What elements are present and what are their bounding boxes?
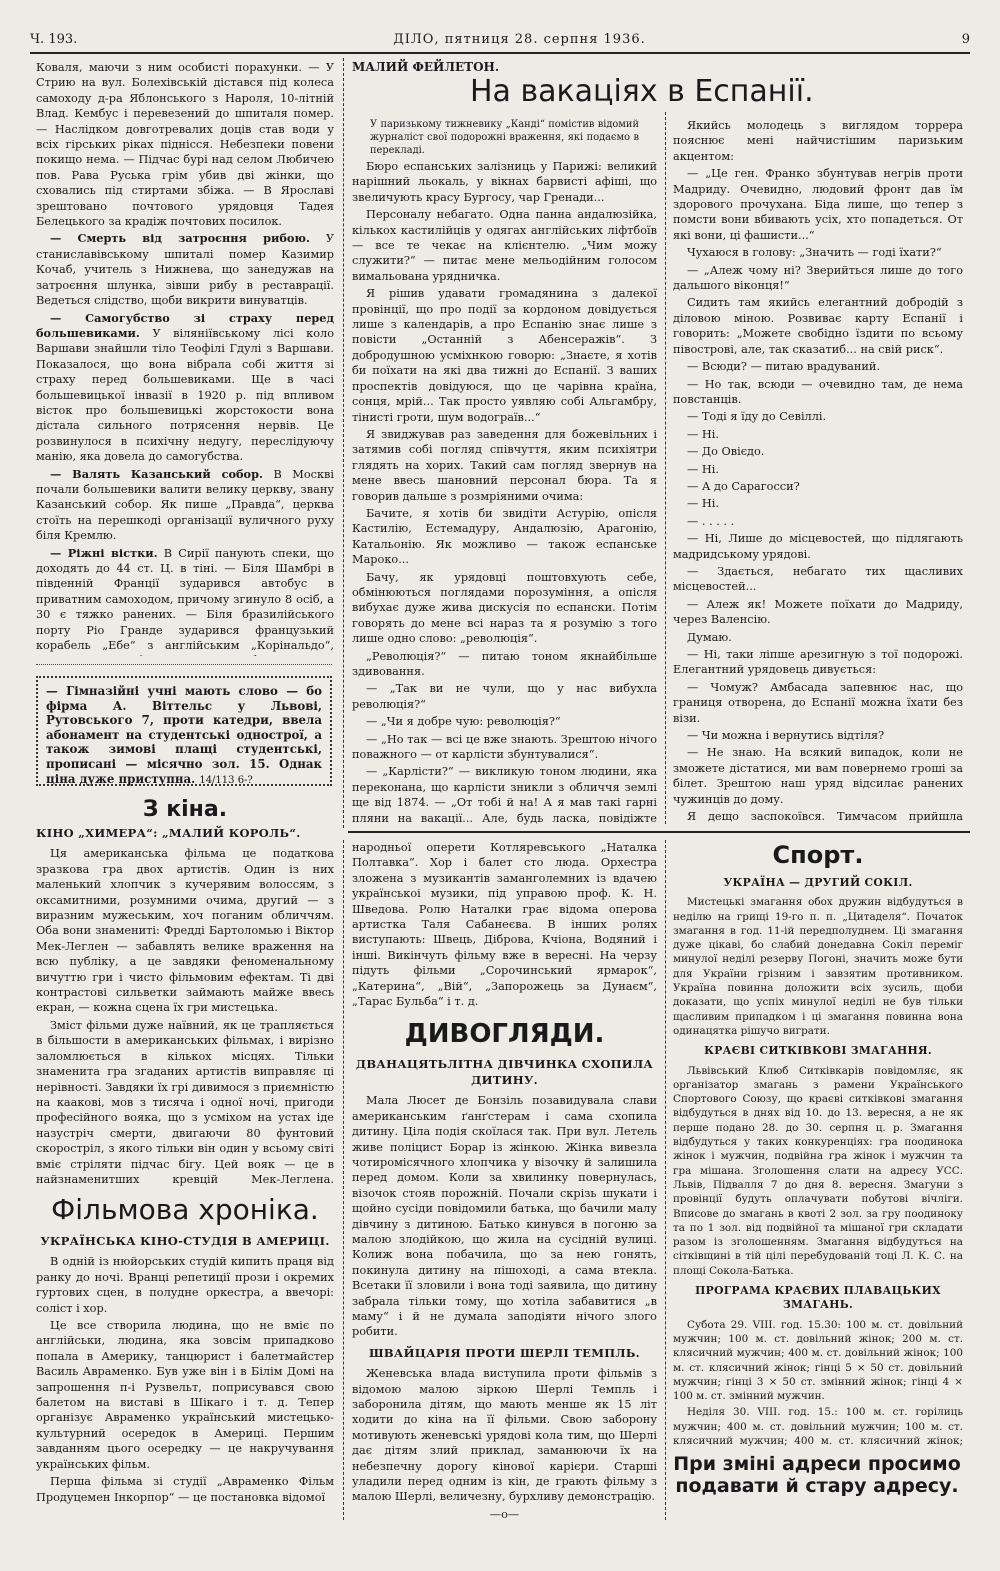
curiosities-subtitle-2: ШВАЙЦАРІЯ ПРОТИ ШЕРЛІ ТЕМПЛЬ. <box>369 1345 640 1360</box>
page-number: 9 <box>961 31 970 47</box>
film-chronicle-paragraph: Перша фільма зі студії „Авраменко Фільм Продуцемен Інкорпор“ — це постановка відомої <box>36 1475 334 1504</box>
ornament-divider <box>36 664 332 665</box>
column-divider-right-lower <box>665 840 666 1520</box>
sport-paragraph: Мистецькі змагання обох дружин відбудуться в неділю на грищі 19-го п. п. „Цитаделя“. Початок змагання в год. 11-ій передполуднем. Ці змагання дуже цікаві, бо слабий донедавна Сокіл переміг минулої неділі резерву Погоні, значить може бути для України грізним і завзятим противником. Україна повинна доложити всіх зусиль, щоби доказати, що успіх минулої неділі не був тільки щасливим припадком і ці змагання повинна вона одинацятка рішучо виграти. <box>673 896 963 1037</box>
feuilleton-paragraph: — Здається, небагато тих щасливих місцевостей... <box>673 564 963 594</box>
section-end-mark: —o— <box>489 1507 520 1520</box>
news-headline: — Ріжні вістки. <box>50 545 158 560</box>
news-paragraph: — Валять Казанський собор. В Москві почали большевики валити велику церкву, звану Казанський собор. Як пише „Правда“, церква стоїть на перешкоді організації вуличного руху біля Кремлю. <box>36 466 334 543</box>
feuilleton-paragraph: — Ні. <box>687 497 719 511</box>
news-headline: — Самогубство зі страху перед большевиками. <box>36 310 334 340</box>
feuilleton-paragraph: Бачу, як урядовці поштовхують себе, обмінюються поглядами порозуміння, а опісля вибухає дуже жива дискусія по еспански. Потім говорять до мене всі нараз та я розумію з того лише одно слово: „революція“. <box>352 570 657 646</box>
address-change-notice: При зміні адреси просимо подавати й стару адресу. <box>673 1453 961 1497</box>
cinema-title: З кіна. <box>142 797 228 822</box>
curiosities-title: ДИВОГЛЯДИ. <box>404 1019 605 1050</box>
feuilleton-paragraph: — „Алеж чому ні? Зверийться лише до того дальшого віконця!“ <box>673 263 963 293</box>
feuilleton-paragraph: — „Це ген. Франко збунтував негрів проти Мадриду. Очевидно, людовий фронт дав їм здорового прочухана. Біда лише, що тепер з помсти вони вбивають усіх, хто попадеться. От які вони, ці фашисти...“ <box>673 167 963 242</box>
page-header <box>30 28 970 50</box>
feuilleton-paragraph: — „Но так — всі це вже знають. Зрештою нічого поважного — от карлісти збунтувалися“. <box>352 732 657 762</box>
feuilleton-paragraph: Чухаюся в голову: „Значить — годі їхати?“ <box>687 246 942 260</box>
feuilleton-paragraph: — Тоді я їду до Севіллі. <box>687 410 827 424</box>
news-paragraph: — Самогубство зі страху перед большевиками. У віляніївському лісі коло Варшави знайшли тіло Теофілі Гдулі з Варшави. Показалося, що вона вібрала собі життя зі страху перед большевиками. Ще в часі большевицької інвазії в 1920 р. під впливом вісток про большевицькі жорстокости вона дістала сильного потрясення нервів. Це розвинулося в психічну недугу, переслідуючу манію, яка довела до самогубства. <box>36 310 334 464</box>
news-paragraph: — Ріжні вістки. В Сирії панують спеки, що доходять до 44 ст. Ц. в тіні. — Біля Шамбрі в південній Франції зударився автобус в приватним самоходом, причому згинуло 8 осіб, а 30 є тяжко ранених. — Біля бразилійського порту Ріо Гранде зударився французький корабель „Ебе“ з англійським „Корінальдо“, <box>36 545 334 653</box>
film-chronicle-subtitle: УКРАЇНСЬКА КІНО-СТУДІЯ В АМЕРИЦІ. <box>40 1234 330 1248</box>
sport-title: Спорт. <box>772 841 864 869</box>
news-headline: — Смерть від затроєння рибою. <box>50 231 310 246</box>
feuilleton-paragraph: — . . . . . <box>687 514 735 528</box>
feuilleton-paragraph: Я рішив удавати громадянина з далекої провінції, що про події за кордоном довідується лише з календарів, а про Еспанію знає лише з повісти „Останній з Абенсеражів“. З добродушною усміхнкою говорю: „Знаєте, я хотів би поїхати на які два тижні до Еспанії. З ваших проспектів довідуюся, що це чарівна країна, сонця, мрій... Так просто уявляю собі Альгамбру, тінисті гроти, шум водограїв...“ <box>352 287 657 424</box>
middle-lower-column <box>352 840 657 1520</box>
sport-paragraph: Львівський Клюб Ситківкарів повідомляє, як організатор змагань з рамени Українського Спортового Союзу, що краєві ситківкові змагання відбудуться в днях від 10. до 13. вересня, а не як перше подано 28. до 30. серпня ц. р. Змагання відбудуться у таких конкуренціях: гра поодинока жінок і мужчин, подвійна гра жінок і мужчин та гра мішана. Зголошення слати на адресу УСС. Львів, Підвалля 7 до дня 8. вересня. Змагуни з провінції будуть оплачувати побутові вічліги. Вписове до змагань в квоті 2 зол. за гру поодиноку та по 1 зол. від подвійної та мішаної гри складати разом із зголошенням. Змагання відбудуться на сітківщині в тій цілі перебудованій тоці Л. К. С. на площі Сокола-Батька. <box>673 1064 963 1277</box>
ad-text: — Гімназійні учні мають слово — бо фірма А. Віттельс у Львові, Рутовського 7, проти катедри, ввела абонамент на студентські однострої, а також зимові плащі студентські, прописані — місячно зол. 15. Однак ціна дуже приступна. <box>46 684 322 786</box>
feuilleton-paragraph: — А до Сарагосси? <box>687 479 800 493</box>
sport-paragraph: Неділя 30. VIII. год. 15.: 100 м. ст. горілиць мужчин; 400 м. ст. довільний мужчин; 100 м. ст. клясичний мужчин; 400 м. ст. клясичний жінок; <box>673 1406 963 1447</box>
curiosities-paragraph: Женевська влада виступила проти фільмів з відомою малою зіркою Шерлі Темпль і заборонила дітям, що мають менше як 15 літ ходити до кіна на її фільми. Свою заборону мотивують женевські урядові кола тим, що Шерлі дає дітям злий приклад, заманюючи їх на небезпечну дорогу кінової карієри. Старші уладили перед одним із кін, де грають фільму з малою Шерлі, величезну, бурхливу демонстрацію. <box>352 1367 657 1504</box>
column-divider-right <box>665 112 666 824</box>
cinema-paragraph: Ця американська фільма це податкова зразкова гра двох артистів. Один із них маленький хлопчик з кучерявим волоссям, з оксамитними, розумними очима, другий — з виразним мужеським, хоч поганим обличчям. Оба вони знамениті: Фредді Бартоломью і Віктор Мек-Леглен — забавлять велике враження на всю публіку, а це завдяки феноменальному вичуттю гри і чисто фільмовим ефектам. Ті дві контрастові сильветки займають майже ввесь екран, — кожна сцена їх гри мистецька. <box>36 847 334 1015</box>
news-headline: — Валять Казанський собор. <box>50 466 263 481</box>
sport-paragraph: Субота 29. VIII. год. 15.30: 100 м. ст. довільний мужчин; 100 м. ст. довільний жінок; 200 м. ст. клясичний мужчин; 400 м. ст. довільний жінок; 100 м. ст. клясичний жінок; гінці 5 × 50 ст. довільний мужчин; гінці 3 × 50 ст. змінний жінок; гінці 4 × 100 м. ст. змінний мужчин. <box>673 1318 963 1403</box>
curiosities-subtitle: ДВАНАЦЯТЬЛІТНА ДІВЧИНКА СХОПИЛА ДИТИНУ. <box>355 1057 654 1087</box>
feuilleton-paragraph: — Ні, Лише до місцевостей, що підлягають мадридському урядові. <box>673 532 963 561</box>
sport-subtitle-2: КРАЄВІ СИТКІВКОВІ ЗМАГАННЯ. <box>704 1044 932 1058</box>
cinema-subtitle: КІНО „ХИМЕРА“: „МАЛИЙ КОРОЛЬ“. <box>36 826 301 840</box>
news-column <box>36 60 334 656</box>
feuilleton-paragraph: Я дещо заспокоївся. Тимчасом прийшла <box>687 810 963 824</box>
feuilleton-paragraph: Персоналу небагато. Одна панна андалюзійка, кількох кастилійців у одягах англійських ліфтбоїв — все те чекає на клієнтелю. „Чим можу служити?“ — питає мене мельодійним голосом вимальована урядничка. <box>352 208 657 283</box>
feuilleton-paragraph: — Но так, всюди — очевидно там, де нема повстанців. <box>673 377 963 406</box>
feuilleton-column-1 <box>352 118 657 826</box>
feuilleton-paragraph: Сидить там якийсь елегантний добродій з діловою міною. Розвиває карту Еспанії і говорить: „Можете свобідно їздити по всьому півострові, але, так сказатиб... на свій риск“. <box>673 296 963 356</box>
opera-paragraph: народньої оперети Котляревського „Наталка Полтавка“. Хор і балет сто люда. Орхестра зложена з музикантів заманголемних із вдачею українськоі музики, під управою проф. К. Н. Шведова. Ролю Наталки грає відома оперова артистка Таля Сабанеєва. В інших ролях виступають: Швець, Діброва, Кчіона, Водяний і інші. Викінчуть фільму вже в вересні. На черзу підуть фільми „Сорочинський ярмарок“, „Катерина“, „Вій“, „Запорожець за Дунаєм“, „Тарас Бульба“ і т. д. <box>352 841 657 1009</box>
news-paragraph: — Смерть від затроєння рибою. У станиславівському шпиталі помер Казимир Кочаб, учитель з Нижнева, що занедужав на затроєння шлунка, зівши рибу в реставрації. Ведеться слідство, щоби викрити винуватців. <box>36 231 334 308</box>
film-chronicle-paragraph: В одній із нюйорських студій кипить праця від ранку до ночі. Вранці репетиції прози і окремих гуртових сцен, в полудне оркестра, а ввечорі: соліст і хор. <box>36 1255 334 1315</box>
feuilleton-paragraph: — Ні. <box>687 427 719 441</box>
feuilleton-paragraph: — Чи можна і вернутись відтіля? <box>687 729 885 743</box>
cinema-paragraph: Зміст фільми дуже наївний, як це трапляється в більшости в американських фільмах, і вирізно заломлюється в кількох місцях. Тільки знаменита гра згаданих артистів виправляє ці нерівності. Завдяки їх грі дивимося з приємністю на каакові, мов з тисяча і одної ночі, пригоди професійного вояка, що з усміхом на устах іде назустріч смерти, двигаючи 80 фунтовий скоростріл, з якого тільки він один у всьому світі вміє стріляти підчас бігу. Цей вояк — це в найзнаменитших кревцій Мек-Леглена. <box>36 1018 334 1186</box>
feuilleton-paragraph: — До Овієдо. <box>687 445 765 459</box>
feuilleton-paragraph: — Ні, таки ліпше арезигную з тої подорожі. Елегантний урядовець дивується: <box>673 648 963 677</box>
feuilleton-label: МАЛИЙ ФЕЙЛЕТОН. <box>352 60 500 74</box>
curiosities-paragraph: Мала Люсет де Бонзіль позавидувала слави американським ґанґстерам і сама схопила дитину. Ціла подія скоїлася так. При вул. Летель живе поліцист Борар із жінкою. Жінка вивезла чотиромісячного хлопчика у візочку й залишила перед домом. Коли за хвилинку повернулась, візочок стояв порожній. Почали скрізь шукати і щойно сусіди повідомили батька, що бачили малу дівчину з дитиною. Батько кинувся в погоню за малою злодійкою, що жила на сусідній вулиці. Колиж вона побачила, що за нею гонять, покинула дитину на пішоході, а сама втекла. Всетаки її зловили і вона тоді заявила, що дитину забрала тільки тому, що хотіла забавитися „в маму“ і й не думала заподіяти нічого злого робити. <box>352 1094 657 1339</box>
feuilleton-paragraph: — Ні. <box>687 462 719 476</box>
header-rule <box>30 52 970 54</box>
issue-number: Ч. 193. <box>30 31 78 47</box>
feuilleton-paragraph: — Чомуж? Амбасада запевнює нас, що границя отворена, до Еспанії можна їхати без візи. <box>673 680 963 725</box>
sport-section <box>673 840 963 1448</box>
feuilleton-title: На вакаціях в Еспанії. <box>470 74 814 109</box>
feuilleton-paragraph: Я звиджував раз заведення для божевільних і затямив собі погляд співчуття, яким психіятри глядять на хорих. Такий сам погляд звернув на мене ввесь шановний персонал бюра. Та я говорив дальше з розмріяними очима: <box>352 427 657 503</box>
feuilleton-paragraph: — Всюди? — питаю врадуваний. <box>687 360 881 374</box>
news-paragraph: Коваля, маючи з ним особисті порахунки. — У Стрию на вул. Болехівській дістався під колеса самоходу д-ра Яблонського з Нароля, 10-літній Влад. Кембус і перевезений до шпиталя помер. — Наслідком довготревалих доців став води у всіх гірських ріках піднісся. Небезпеки повени покищо нема. — Підчас бурі над селом Любичею пов. Рава Руська грім убив дві жінки, що сховались під стиртами збіжа. — В Ярославі зрештовано почтового урядовця Тадея Белецького за крадіж почтових посилок. <box>36 61 334 229</box>
feuilleton-column-2 <box>673 118 963 826</box>
masthead-date: ДІЛО, пятниця 28. серпня 1936. <box>393 31 646 47</box>
advertisement-box <box>36 676 332 786</box>
feuilleton-paragraph: „Революція?“ — питаю тоном якнайбільше здивовання. <box>352 649 657 678</box>
film-chronicle-paragraph: Це все створила людина, що не вміє по англійськи, людина, яка зовсім припадково попала в Америку, танцюрист і балетмайстер Василь Авраменко. Був уже він і в Білім Домі на запрошення п-і Рузвельт, поприсувався свою балетом на виставі в Шікаго і т. д. Тепер організує Авраменко український мистецько-культурний осередок в Америці. Першим завданням цього осередку — це накручування українських фільм. <box>36 1319 334 1471</box>
sport-subtitle: УКРАЇНА — ДРУГИЙ СОКІЛ. <box>723 876 913 889</box>
feuilleton-paragraph: — „Чи я добре чую: революція?“ <box>366 715 561 729</box>
sport-subtitle-3: ПРОГРАМА КРАЄВИХ ПЛАВАЦЬКИХ ЗМАГАНЬ. <box>695 1284 941 1312</box>
feuilleton-paragraph: Бачите, я хотів би звидіти Астурію, опісля Кастилію, Естемадуру, Андалюзію, Арагонію, Катальонію. Як можливо — також еспанське Мароко... <box>352 506 657 567</box>
feuilleton-paragraph: Якийсь молодець з виглядом торрера пояснює мені найчистішим паризьким акцентом: <box>673 119 963 163</box>
feuilleton-paragraph: — „Так ви не чули, що у нас вибухла революція?“ <box>352 682 657 711</box>
feuilleton-intro: У паризькому тижневику „Канді“ помістив відомий журналіст свої подорожні враження, які подаємо в перекладі. <box>370 119 639 156</box>
column-divider-left <box>343 58 344 828</box>
cinema-section <box>36 796 334 1186</box>
feuilleton-paragraph: — Не знаю. На всякий випадок, коли не зможете дістатися, ми вам повернемо гроші за білет. Зрештою наш уряд відсилає ранених чужинців до дому. <box>673 746 963 806</box>
section-rule <box>348 831 970 833</box>
film-chronicle-section <box>36 1192 334 1522</box>
column-divider-left-lower <box>343 840 344 1520</box>
film-chronicle-title: Фільмова хроніка. <box>51 1193 319 1226</box>
feuilleton-paragraph: — Алеж як! Можете поїхати до Мадриду, через Валенсію. <box>673 597 963 627</box>
feuilleton-paragraph: Думаю. <box>687 630 732 644</box>
ad-code: 14/113 6-? <box>199 774 253 786</box>
feuilleton-paragraph: — „Карлісти?“ — викликую тоном людини, яка переконана, що карлісти зникли з обличчя землі ще від 1874. — „От тобі й на! А я мав такі гарні пляни на вакації... Але, будь ласка, повідіжте <box>352 765 657 825</box>
feuilleton-paragraph: Бюро еспанських залізниць у Парижі: великий нарішний льокаль, у вікнах барвисті афіші, що звеличують красу Бургосу, чар Гренади... <box>352 160 657 204</box>
